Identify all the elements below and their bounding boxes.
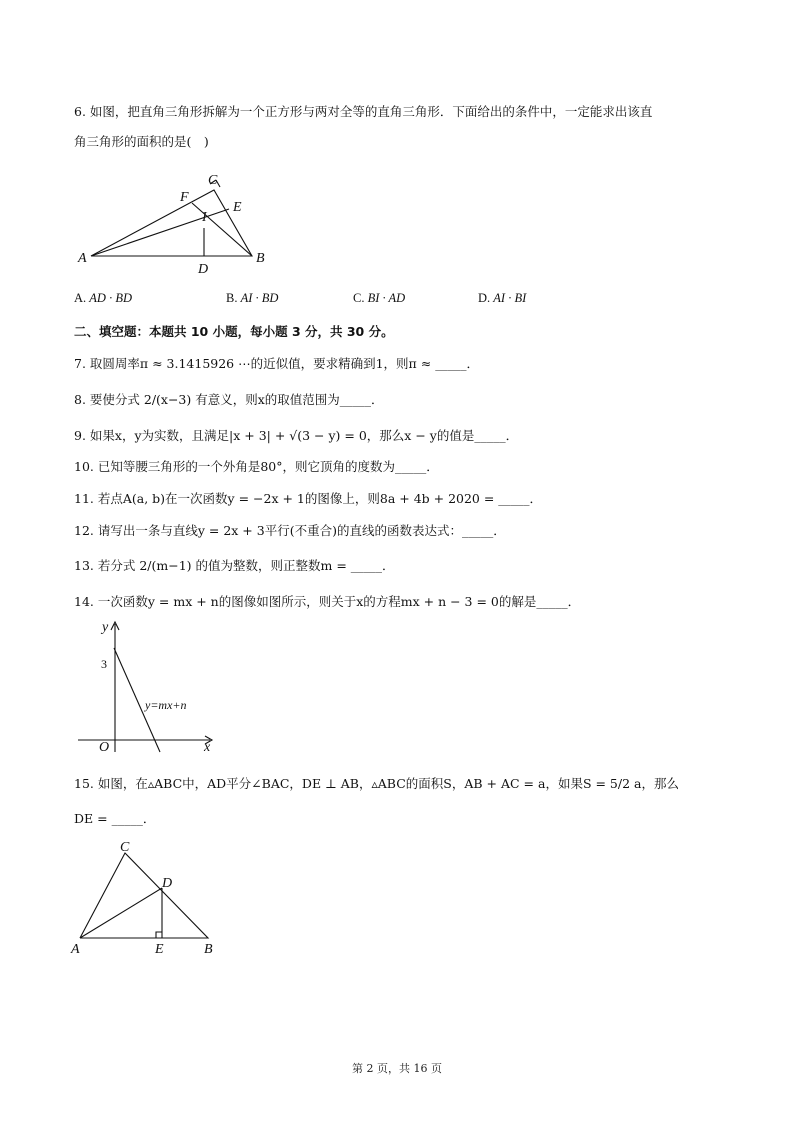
option-a[interactable]: A. AD · BD xyxy=(74,291,132,305)
label-c: C xyxy=(208,173,218,188)
label-e-2: E xyxy=(155,942,164,957)
label-function: y=mx+n xyxy=(145,698,187,712)
label-e: E xyxy=(233,200,242,215)
option-d[interactable]: D. AI · BI xyxy=(478,291,527,305)
question-6-line-1: 6. 如图，把直角三角形拆解为一个正方形与两对全等的直角三角形．下面给出的条件中，一定能求出该直 xyxy=(74,104,653,119)
question-15-line-2: DE = _____． xyxy=(74,811,156,826)
segment-ad xyxy=(80,888,162,938)
page-footer: 第 2 页，共 16 页 xyxy=(352,1062,442,1075)
right-angle-mark-e xyxy=(156,932,162,938)
label-a-2: A xyxy=(71,942,80,957)
section-heading-fill-in: 二、填空题：本题共 10 小题，每小题 3 分，共 30 分。 xyxy=(74,324,394,339)
question-12: 12. 请写出一条与直线y = 2x + 3平行(不重合)的直线的函数表达式：_____． xyxy=(74,523,506,538)
label-d-2: D xyxy=(162,876,173,891)
question-15-line-1: 15. 如图，在▵ABC中，AD平分∠BAC，DE ⊥ AB，▵ABC的面积S，AB + AC = a，如果S = 5/2 a，那么 xyxy=(74,776,679,791)
label-b-2: B xyxy=(204,942,213,957)
question-7: 7. 取圆周率π ≈ 3.1415926 ⋯的近似值，要求精确到1，则π ≈ _____． xyxy=(74,356,479,371)
label-y-intercept: 3 xyxy=(101,657,107,671)
question-10: 10. 已知等腰三角形的一个外角是80°，则它顶角的度数为_____． xyxy=(74,459,439,474)
question-8: 8. 要使分式 2/(x−3) 有意义，则x的取值范围为_____． xyxy=(74,392,384,407)
label-origin: O xyxy=(99,740,110,755)
triangle-abc-2 xyxy=(80,853,208,938)
option-b[interactable]: B. AI · BD xyxy=(226,291,279,305)
label-b: B xyxy=(256,251,265,266)
option-c[interactable]: C. BI · AD xyxy=(353,291,406,305)
label-d: D xyxy=(198,262,209,277)
question-11: 11. 若点A(a, b)在一次函数y = −2x + 1的图像上，则8a + 4b + 2020 = _____． xyxy=(74,491,543,506)
question-14: 14. 一次函数y = mx + n的图像如图所示，则关于x的方程mx + n − 3 = 0的解是_____． xyxy=(74,594,581,609)
question-13: 13. 若分式 2/(m−1) 的值为整数，则正整数m = _____． xyxy=(74,558,395,573)
label-a: A xyxy=(78,251,87,266)
label-c-2: C xyxy=(120,840,130,855)
label-x-axis: x xyxy=(204,740,211,755)
label-i: I xyxy=(202,210,207,225)
question-9: 9. 如果x，y为实数，且满足|x + 3| + √(3 − y) = 0，那么x − y的值是_____． xyxy=(74,428,519,443)
label-f: F xyxy=(180,190,189,205)
label-y-axis: y xyxy=(102,620,109,635)
question-6-line-2: 角三角形的面积的是( ) xyxy=(74,134,209,149)
